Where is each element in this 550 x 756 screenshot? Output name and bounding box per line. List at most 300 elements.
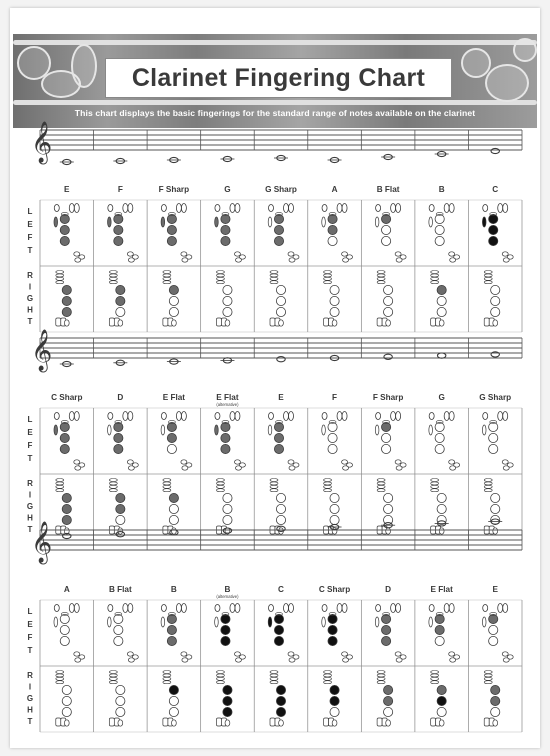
tone-hole-icon — [489, 625, 498, 634]
chart-section-3 — [27, 519, 522, 732]
register-key-icon — [128, 412, 133, 421]
tone-hole-icon — [169, 285, 178, 294]
thumb-key-icon — [483, 605, 488, 612]
left-hand-label: F — [27, 233, 33, 242]
side-trill-key-icon — [270, 674, 278, 677]
tone-hole-icon — [384, 285, 393, 294]
side-trill-key-icon — [431, 274, 439, 277]
pinky-key-icon — [128, 258, 134, 262]
side-trill-key-icon — [377, 674, 385, 677]
tone-hole-icon — [491, 504, 500, 513]
page-title: Clarinet Fingering Chart — [131, 63, 426, 92]
side-trill-key-icon — [270, 671, 278, 674]
fingering-diagram — [322, 412, 353, 535]
thumb-key-icon — [269, 605, 274, 612]
fingering-diagram — [215, 412, 246, 535]
side-trill-key-icon — [484, 271, 492, 274]
side-trill-key-icon — [484, 277, 492, 280]
register-key-icon — [284, 412, 289, 421]
side-trill-key-icon — [109, 482, 117, 485]
register-key-icon — [289, 204, 294, 213]
fingering-diagram — [54, 412, 85, 535]
side-key-icon — [482, 617, 486, 627]
tone-hole-icon — [489, 444, 498, 453]
note-alt-label: (alternative) — [216, 594, 239, 599]
side-trill-key-icon — [377, 681, 385, 684]
side-trill-key-icon — [56, 479, 64, 482]
register-key-icon — [284, 604, 289, 613]
side-trill-key-icon — [163, 674, 171, 677]
tone-hole-icon — [62, 707, 71, 716]
tone-hole-icon — [221, 444, 230, 453]
pinky-key-icon — [279, 320, 284, 326]
tone-hole-icon — [491, 493, 500, 502]
side-trill-key-icon — [163, 671, 171, 674]
side-trill-key-icon — [163, 281, 171, 284]
tone-hole-icon — [60, 225, 69, 234]
tone-hole-icon — [382, 236, 391, 245]
pinky-key-icon — [484, 718, 489, 726]
pinky-key-icon — [343, 658, 349, 662]
side-trill-key-icon — [431, 479, 439, 482]
side-trill-key-icon — [163, 274, 171, 277]
register-key-icon — [289, 412, 294, 421]
note-name-label: A — [331, 185, 338, 194]
left-hand-label: F — [27, 441, 33, 450]
note-name-label: F — [117, 185, 123, 194]
note-name-label: C — [278, 585, 284, 594]
tone-hole-icon — [382, 444, 391, 453]
tone-hole-icon — [62, 493, 71, 502]
thumb-key-icon — [108, 605, 113, 612]
side-trill-key-icon — [377, 482, 385, 485]
side-key-icon — [161, 617, 165, 627]
pinky-key-icon — [503, 658, 509, 662]
tone-hole-icon — [489, 236, 498, 245]
side-key-icon — [429, 425, 433, 435]
tone-hole-icon — [169, 685, 178, 694]
tone-hole-icon — [437, 296, 446, 305]
register-key-icon — [444, 204, 449, 213]
pinky-key-icon — [439, 720, 444, 726]
pinky-key-icon — [216, 718, 221, 726]
tone-hole-icon — [223, 685, 232, 694]
thumb-key-icon — [269, 205, 274, 212]
note-head-icon — [437, 353, 445, 358]
side-trill-key-icon — [324, 274, 332, 277]
side-key-icon — [54, 217, 58, 227]
thumb-key-icon — [376, 605, 381, 612]
note-name-label: B — [170, 585, 177, 594]
fingering-diagram — [482, 412, 513, 535]
side-trill-key-icon — [163, 489, 171, 492]
thumb-key-icon — [161, 605, 166, 612]
thumb-key-icon — [215, 205, 220, 212]
chart-section-1 — [27, 121, 522, 332]
pinky-key-icon — [182, 658, 188, 662]
tone-hole-icon — [276, 493, 285, 502]
side-trill-key-icon — [484, 489, 492, 492]
pinky-key-icon — [431, 318, 436, 326]
side-trill-key-icon — [163, 485, 171, 488]
side-key-icon — [215, 217, 219, 227]
side-key-icon — [161, 425, 165, 435]
pinky-key-icon — [396, 466, 402, 470]
note-name-label: G Sharp — [479, 393, 512, 402]
tone-hole-icon — [62, 696, 71, 705]
pinky-key-icon — [439, 320, 444, 326]
right-hand-label: I — [28, 282, 32, 292]
fingering-diagram — [215, 204, 246, 327]
pinky-key-icon — [343, 258, 349, 262]
tone-hole-icon — [116, 504, 125, 513]
side-trill-key-icon — [56, 485, 64, 488]
tone-hole-icon — [62, 296, 71, 305]
left-hand-label: T — [27, 246, 33, 255]
tone-hole-icon — [437, 307, 446, 316]
right-hand-label: H — [27, 705, 33, 715]
tone-hole-icon — [384, 504, 393, 513]
note-name-label: E Flat — [162, 393, 186, 402]
tone-hole-icon — [276, 707, 285, 716]
register-key-icon — [230, 412, 235, 421]
tone-hole-icon — [382, 625, 391, 634]
tone-hole-icon — [274, 636, 283, 645]
right-hand-label: T — [27, 525, 33, 534]
side-key-icon — [161, 217, 165, 227]
left-hand-label: L — [27, 607, 33, 616]
register-key-icon — [342, 204, 347, 213]
right-hand-label: I — [28, 682, 32, 692]
tone-hole-icon — [169, 515, 178, 524]
register-key-icon — [337, 604, 342, 613]
tone-hole-icon — [328, 636, 337, 645]
tone-hole-icon — [116, 696, 125, 705]
side-trill-key-icon — [56, 677, 64, 680]
side-trill-key-icon — [431, 671, 439, 674]
tone-hole-icon — [167, 225, 176, 234]
side-key-icon — [375, 425, 379, 435]
pinky-key-icon — [216, 318, 221, 326]
pinky-key-icon — [171, 320, 176, 326]
pinky-key-icon — [332, 720, 337, 726]
thumb-key-icon — [429, 605, 434, 612]
note-head-icon — [491, 148, 499, 153]
tone-hole-icon — [384, 696, 393, 705]
tone-hole-icon — [223, 296, 232, 305]
side-trill-key-icon — [109, 271, 117, 274]
register-key-icon — [176, 204, 181, 213]
side-trill-key-icon — [484, 274, 492, 277]
side-trill-key-icon — [270, 482, 278, 485]
pinky-key-icon — [64, 320, 69, 326]
tone-hole-icon — [489, 225, 498, 234]
pinky-key-icon — [118, 320, 123, 326]
register-key-icon — [503, 204, 508, 213]
side-trill-key-icon — [324, 277, 332, 280]
pinky-key-icon — [332, 320, 337, 326]
tone-hole-icon — [114, 236, 123, 245]
side-trill-key-icon — [484, 485, 492, 488]
left-hand-label: F — [27, 633, 33, 642]
tone-hole-icon — [276, 696, 285, 705]
tone-hole-icon — [169, 707, 178, 716]
register-key-icon — [289, 604, 294, 613]
side-trill-key-icon — [324, 485, 332, 488]
pinky-key-icon — [332, 528, 337, 534]
fingering-diagram — [161, 412, 192, 535]
tone-hole-icon — [274, 625, 283, 634]
register-key-icon — [74, 412, 79, 421]
tone-hole-icon — [167, 636, 176, 645]
pinky-key-icon — [270, 318, 275, 326]
register-key-icon — [69, 412, 74, 421]
side-key-icon — [375, 217, 379, 227]
fingering-diagram — [268, 412, 299, 535]
side-trill-key-icon — [324, 479, 332, 482]
pinky-key-icon — [493, 720, 498, 726]
tone-hole-icon — [223, 307, 232, 316]
pinky-key-icon — [235, 258, 241, 262]
pinky-key-icon — [386, 320, 391, 326]
side-trill-key-icon — [216, 485, 224, 488]
tone-hole-icon — [491, 307, 500, 316]
note-name-label: D — [117, 393, 124, 402]
thumb-key-icon — [376, 413, 381, 420]
tone-hole-icon — [116, 707, 125, 716]
side-key-icon — [215, 425, 219, 435]
side-trill-key-icon — [431, 674, 439, 677]
tone-hole-icon — [223, 696, 232, 705]
register-key-icon — [444, 604, 449, 613]
side-key-icon — [268, 425, 272, 435]
side-trill-key-icon — [109, 277, 117, 280]
note-name-label: E — [278, 393, 284, 402]
tone-hole-icon — [114, 625, 123, 634]
tone-hole-icon — [384, 685, 393, 694]
left-hand-label: E — [27, 620, 33, 629]
register-key-icon — [69, 604, 74, 613]
tone-hole-icon — [223, 493, 232, 502]
register-key-icon — [342, 412, 347, 421]
side-trill-key-icon — [324, 271, 332, 274]
tone-hole-icon — [328, 433, 337, 442]
side-key-icon — [108, 217, 112, 227]
thumb-key-icon — [54, 413, 59, 420]
pinky-key-icon — [450, 258, 456, 262]
tone-hole-icon — [223, 515, 232, 524]
tone-hole-icon — [330, 685, 339, 694]
fingering-diagram — [268, 604, 299, 727]
register-key-icon — [449, 604, 454, 613]
side-trill-key-icon — [56, 482, 64, 485]
register-key-icon — [74, 604, 79, 613]
tone-hole-icon — [435, 444, 444, 453]
register-key-icon — [123, 204, 128, 213]
tone-hole-icon — [114, 225, 123, 234]
tone-hole-icon — [328, 225, 337, 234]
pinky-key-icon — [493, 528, 498, 534]
pinky-key-icon — [235, 658, 241, 662]
register-key-icon — [396, 604, 401, 613]
tone-hole-icon — [328, 625, 337, 634]
register-key-icon — [181, 204, 186, 213]
tone-hole-icon — [116, 685, 125, 694]
tone-hole-icon — [330, 696, 339, 705]
note-name-label: E Flat — [430, 585, 453, 594]
side-trill-key-icon — [216, 677, 224, 680]
thumb-key-icon — [322, 605, 327, 612]
tone-hole-icon — [435, 636, 444, 645]
tone-hole-icon — [491, 296, 500, 305]
pinky-key-icon — [439, 528, 444, 534]
side-trill-key-icon — [163, 271, 171, 274]
register-key-icon — [337, 412, 342, 421]
side-trill-key-icon — [431, 681, 439, 684]
right-hand-label: T — [27, 717, 33, 726]
tone-hole-icon — [382, 225, 391, 234]
tone-hole-icon — [437, 707, 446, 716]
side-key-icon — [482, 217, 486, 227]
pinky-key-icon — [324, 718, 329, 726]
register-key-icon — [235, 204, 240, 213]
tone-hole-icon — [114, 636, 123, 645]
fingering-diagram — [322, 204, 353, 327]
tone-hole-icon — [167, 433, 176, 442]
pinky-key-icon — [64, 720, 69, 726]
side-key-icon — [482, 425, 486, 435]
tone-hole-icon — [274, 236, 283, 245]
thumb-key-icon — [54, 205, 59, 212]
side-trill-key-icon — [270, 277, 278, 280]
thumb-key-icon — [322, 205, 327, 212]
side-trill-key-icon — [109, 681, 117, 684]
side-trill-key-icon — [216, 479, 224, 482]
side-key-icon — [268, 617, 272, 627]
note-name-label: G — [224, 185, 231, 194]
pinky-key-icon — [109, 318, 114, 326]
note-name-label: B — [438, 185, 445, 194]
tone-hole-icon — [167, 625, 176, 634]
tone-hole-icon — [116, 285, 125, 294]
side-trill-key-icon — [324, 677, 332, 680]
tone-hole-icon — [276, 296, 285, 305]
side-key-icon — [322, 217, 326, 227]
side-trill-key-icon — [484, 674, 492, 677]
fingering-diagram — [161, 204, 192, 327]
tone-hole-icon — [491, 707, 500, 716]
note-name-label: B — [224, 585, 231, 594]
side-trill-key-icon — [56, 674, 64, 677]
tone-hole-icon — [221, 636, 230, 645]
pinky-key-icon — [289, 258, 295, 262]
side-trill-key-icon — [377, 677, 385, 680]
side-key-icon — [322, 617, 326, 627]
right-hand-label: H — [27, 513, 33, 523]
tone-hole-icon — [384, 307, 393, 316]
right-hand-label: H — [27, 305, 33, 315]
register-key-icon — [342, 604, 347, 613]
fingering-diagram — [215, 604, 246, 727]
right-hand-label: G — [26, 694, 34, 703]
side-trill-key-icon — [484, 671, 492, 674]
tone-hole-icon — [382, 636, 391, 645]
tone-hole-icon — [276, 307, 285, 316]
pinky-key-icon — [343, 466, 349, 470]
side-trill-key-icon — [484, 482, 492, 485]
tone-hole-icon — [62, 285, 71, 294]
tone-hole-icon — [274, 444, 283, 453]
pinky-key-icon — [182, 258, 188, 262]
tone-hole-icon — [435, 236, 444, 245]
right-hand-label: R — [27, 479, 33, 488]
chart-sheet — [10, 8, 540, 748]
thumb-key-icon — [54, 605, 59, 612]
side-trill-key-icon — [270, 479, 278, 482]
side-trill-key-icon — [56, 274, 64, 277]
fingering-diagram — [54, 204, 85, 327]
side-key-icon — [429, 217, 433, 227]
tone-hole-icon — [328, 236, 337, 245]
note-name-label: A — [63, 585, 70, 594]
tone-hole-icon — [60, 433, 69, 442]
right-hand-label: T — [27, 317, 33, 326]
side-key-icon — [54, 425, 58, 435]
side-trill-key-icon — [270, 274, 278, 277]
tone-hole-icon — [435, 625, 444, 634]
left-hand-label: T — [27, 454, 33, 463]
side-trill-key-icon — [56, 671, 64, 674]
side-trill-key-icon — [324, 489, 332, 492]
register-key-icon — [498, 604, 503, 613]
side-trill-key-icon — [270, 281, 278, 284]
tone-hole-icon — [60, 636, 69, 645]
side-trill-key-icon — [163, 479, 171, 482]
fingering-diagram — [429, 412, 460, 535]
side-trill-key-icon — [324, 674, 332, 677]
tone-hole-icon — [223, 504, 232, 513]
tone-hole-icon — [437, 696, 446, 705]
tone-hole-icon — [437, 493, 446, 502]
side-key-icon — [322, 425, 326, 435]
fingering-diagram — [375, 204, 406, 327]
thumb-key-icon — [483, 413, 488, 420]
tone-hole-icon — [114, 433, 123, 442]
pinky-key-icon — [128, 466, 134, 470]
tone-hole-icon — [62, 685, 71, 694]
treble-clef-icon: 𝄞 — [31, 122, 53, 163]
side-key-icon — [429, 617, 433, 627]
register-key-icon — [503, 412, 508, 421]
pinky-key-icon — [386, 720, 391, 726]
left-hand-label: L — [27, 207, 33, 216]
side-trill-key-icon — [216, 681, 224, 684]
pinky-key-icon — [289, 466, 295, 470]
pinky-key-icon — [128, 658, 134, 662]
tone-hole-icon — [223, 285, 232, 294]
side-trill-key-icon — [109, 281, 117, 284]
tone-hole-icon — [276, 685, 285, 694]
left-hand-label: T — [27, 646, 33, 655]
register-key-icon — [235, 412, 240, 421]
tone-hole-icon — [330, 707, 339, 716]
pinky-key-icon — [56, 718, 61, 726]
register-key-icon — [176, 604, 181, 613]
tone-hole-icon — [489, 433, 498, 442]
tone-hole-icon — [276, 504, 285, 513]
pinky-key-icon — [171, 528, 176, 534]
tone-hole-icon — [437, 685, 446, 694]
